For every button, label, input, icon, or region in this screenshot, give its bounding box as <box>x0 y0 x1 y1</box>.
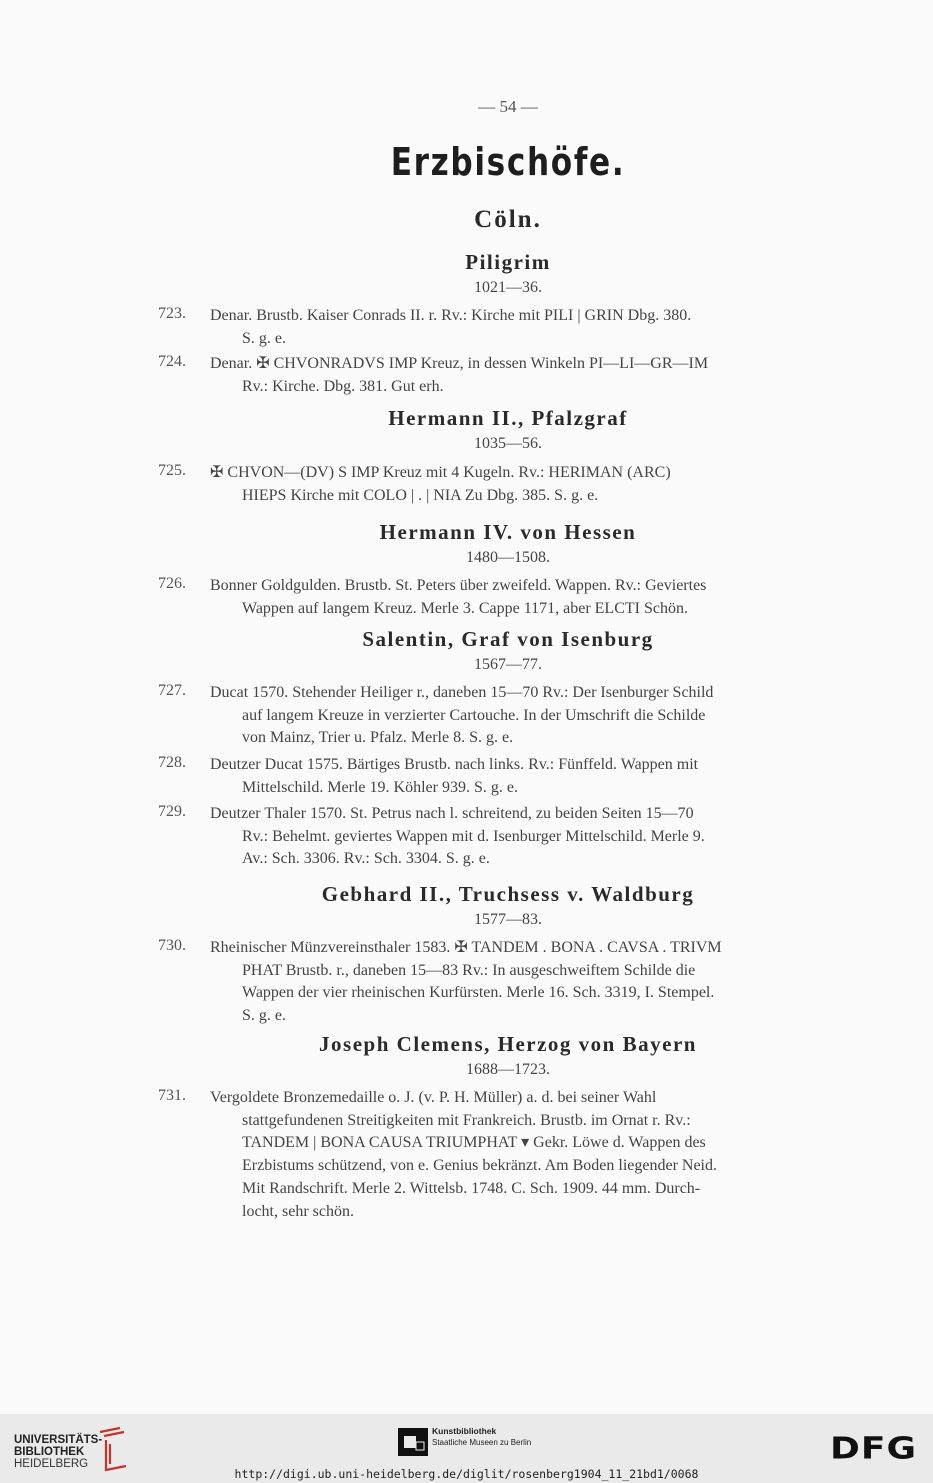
section-years-gebhard: 1577—83. <box>474 911 542 928</box>
entry-line: S. g. e. <box>242 1007 286 1025</box>
city-heading: Cöln. <box>474 206 542 233</box>
entry-line: HIEPS Kirche mit COLO | . | NIA Zu Dbg. 385. S. g. e. <box>242 486 599 504</box>
page-title: Erzbischöfe. <box>390 140 626 184</box>
section-heading-salentin: Salentin, Graf von Isenburg <box>362 627 654 651</box>
entry-text <box>210 353 855 398</box>
entry-number: 725. <box>158 462 186 479</box>
section-years-piligrim: 1021—36. <box>474 279 542 296</box>
entry-line: Mit Randschrift. Merle 2. Wittelsb. 1748. C. Sch. 1909. 44 mm. Durch- <box>242 1179 701 1197</box>
entry-text <box>210 803 855 871</box>
entry-line: Rv.: Kirche. Dbg. 381. Gut erh. <box>242 377 444 395</box>
entry-number: 730. <box>158 937 186 954</box>
entry-line: PHAT Brustb. r., daneben 15—83 Rv.: In ausgeschweiftem Schilde die <box>242 961 696 979</box>
entry-line: Av.: Sch. 3306. Rv.: Sch. 3304. S. g. e. <box>242 850 490 868</box>
section-years-joseph-clemens: 1688—1723. <box>466 1061 550 1078</box>
entry-line: Erzbistums schützend, von e. Genius bekränzt. Am Boden liegender Neid. <box>242 1157 717 1175</box>
section-heading-joseph-clemens: Joseph Clemens, Herzog von Bayern <box>319 1032 697 1056</box>
entry-text <box>210 754 855 799</box>
entry-line: auf langem Kreuze in verzierter Cartouche. In der Umschrift die Schilde <box>242 706 706 724</box>
entry-text <box>210 305 855 350</box>
section-heading-hermann-ii: Hermann II., Pfalzgraf <box>388 406 628 430</box>
ub-logo-line: HEIDELBERG <box>14 1458 89 1470</box>
section-years-hermann-ii: 1035—56. <box>474 435 542 452</box>
entry-line: Rv.: Behelmt. geviertes Wappen mit d. Isenburger Mittelschild. Merle 9. <box>242 827 705 845</box>
section-years-hermann-iv: 1480—1508. <box>466 549 550 566</box>
kunstbibliothek-logo-icon[interactable] <box>398 1428 428 1456</box>
ub-heidelberg-mark-icon <box>96 1426 130 1472</box>
dfg-logo[interactable]: DFG <box>830 1431 918 1466</box>
entry-line: Deutzer Thaler 1570. St. Petrus nach l. schreitend, zu beiden Seiten 15—70 <box>210 805 694 822</box>
entry-number: 727. <box>158 682 186 699</box>
entry-text <box>210 1087 855 1223</box>
entry-line: Deutzer Ducat 1575. Bärtiges Brustb. nach links. Rv.: Fünffeld. Wappen mit <box>210 756 699 773</box>
entry-number: 726. <box>158 575 186 592</box>
entry-line: von Mainz, Trier u. Pfalz. Merle 8. S. g. e. <box>242 729 514 747</box>
entry-number: 724. <box>158 353 186 370</box>
footer-bar <box>0 1414 933 1483</box>
entry-line: Ducat 1570. Stehender Heiliger r., daneben 15—70 Rv.: Der Isenburger Schild <box>210 684 714 701</box>
entry-text <box>210 462 855 507</box>
entry-line: Denar. ✠ CHVONRADVS IMP Kreuz, in dessen Winkeln PI—LI—GR—IM <box>210 355 709 372</box>
section-years-salentin: 1567—77. <box>474 656 542 673</box>
entry-line: S. g. e. <box>242 329 286 347</box>
entry-number: 729. <box>158 803 186 820</box>
entry-text <box>210 575 855 620</box>
entry-line: locht, sehr schön. <box>242 1202 354 1220</box>
entry-line: Wappen auf langem Kreuz. Merle 3. Cappe 1171, aber ELCTI Schön. <box>242 599 688 617</box>
section-heading-piligrim: Piligrim <box>465 250 551 274</box>
section-heading-hermann-iv: Hermann IV. von Hessen <box>379 520 637 544</box>
entry-line: TANDEM | BONA CAUSA TRIUMPHAT ▾ Gekr. Löwe d. Wappen des <box>242 1134 706 1152</box>
entry-line: ✠ CHVON—(DV) S IMP Kreuz mit 4 Kugeln. Rv.: HERIMAN (ARC) <box>210 464 671 481</box>
source-url-link[interactable]: http://digi.ub.uni-heidelberg.de/diglit/rosenberg1904_11_21bd1/0068 <box>234 1467 699 1481</box>
ub-logo-line: UNIVERSITÄTS- <box>14 1434 103 1446</box>
entry-text <box>210 937 855 1028</box>
entry-line: stattgefundenen Streitigkeiten mit Frankreich. Brustb. im Ornat r. Rv.: <box>242 1111 691 1129</box>
ub-logo-line: BIBLIOTHEK <box>14 1446 85 1458</box>
entry-text <box>210 682 855 750</box>
page-number: — 54 — <box>478 97 538 116</box>
entry-line: Wappen der vier rheinischen Kurfürsten. Merle 16. Sch. 3319, I. Stempel. <box>242 984 715 1002</box>
entry-line: Mittelschild. Merle 19. Köhler 939. S. g. e. <box>242 778 518 796</box>
entry-number: 728. <box>158 754 186 771</box>
entry-number: 723. <box>158 305 186 322</box>
kunstbibliothek-label <box>432 1426 531 1448</box>
entry-line: Rheinischer Münzvereinsthaler 1583. ✠ TANDEM . BONA . CAVSA . TRIVM <box>210 939 722 956</box>
entry-line: Bonner Goldgulden. Brustb. St. Peters über zweifeld. Wappen. Rv.: Geviertes <box>210 577 707 594</box>
kb-line: Kunstbibliothek <box>432 1426 497 1436</box>
entry-number: 731. <box>158 1087 186 1104</box>
section-heading-gebhard: Gebhard II., Truchsess v. Waldburg <box>321 882 695 906</box>
kb-line: Staatliche Museen zu Berlin <box>432 1438 532 1447</box>
ub-heidelberg-logo[interactable] <box>14 1434 102 1470</box>
entry-line: Denar. Brustb. Kaiser Conrads II. r. Rv.: Kirche mit PILI | GRIN Dbg. 380. <box>210 307 692 324</box>
entry-line: Vergoldete Bronzemedaille o. J. (v. P. H. Müller) a. d. bei seiner Wahl <box>210 1089 657 1106</box>
